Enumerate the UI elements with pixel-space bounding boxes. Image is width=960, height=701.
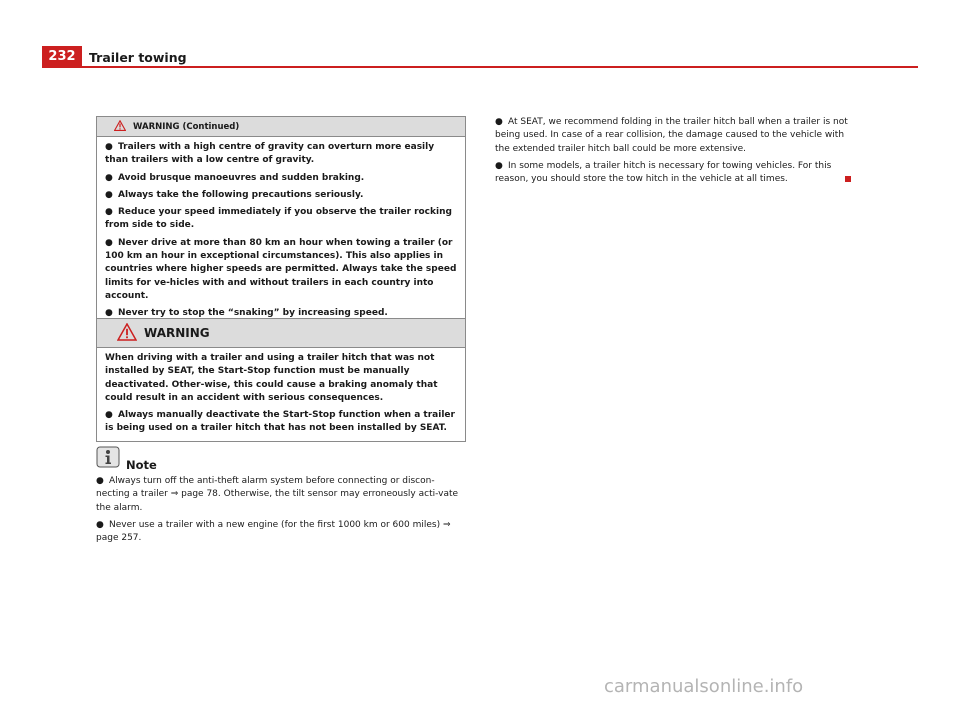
page-number: 232 xyxy=(42,46,82,66)
warning-item: ● Always manually deactivate the Start-Stop function when a trailer is being used on a trailer hitch that has not been installed by SEAT. xyxy=(105,410,455,434)
warning-continued-title: WARNING (Continued) xyxy=(133,121,240,132)
warning-triangle-icon xyxy=(114,120,126,134)
right-column xyxy=(495,116,855,190)
warning-item: ● Always take the following precautions seriously. xyxy=(105,189,364,200)
warning-title: WARNING xyxy=(144,326,210,340)
list-item: ● In some models, a trailer hitch is necessary for towing vehicles. For this reason, you should store the tow hitch in the vehicle at all times. xyxy=(495,160,832,185)
note-item: ● Never use a trailer with a new engine (for the first 1000 km or 600 miles) ⇒ page 257. xyxy=(96,519,451,544)
warning-item: ● Never try to stop the “snaking” by increasing speed. xyxy=(105,308,388,319)
warning-paragraph: When driving with a trailer and using a trailer hitch that was not installed by SEAT, the Start-Stop function must be manually deactivated. Other-wise, this could cause a braking anomaly that could result in an accident with serious consequences. xyxy=(105,353,438,403)
note-title: Note xyxy=(126,458,157,472)
warning-triangle-icon xyxy=(117,323,137,344)
info-icon xyxy=(96,446,120,472)
warning-item: ● Never drive at more than 80 km an hour when towing a trailer (or 100 km an hour in exceptional circumstances). This also applies in countries where higher speeds are permitted. Always take the speed limits for ve-hicles with and without trailers in each country into account. xyxy=(105,237,457,301)
note-item: ● Always turn off the anti-theft alarm system before connecting or discon-necting a trailer ⇒ page 78. Otherwise, the tilt sensor may erroneously acti-vate the alarm. xyxy=(96,476,459,513)
warning-continued-box xyxy=(96,116,466,327)
page-header xyxy=(42,46,918,68)
warning-item: ● Avoid brusque manoeuvres and sudden braking. xyxy=(105,172,365,183)
warning-continued-header xyxy=(97,117,465,137)
warning-item: ● Reduce your speed immediately if you observe the trailer rocking from side to side. xyxy=(105,207,452,231)
note-section xyxy=(96,448,464,549)
watermark: carmanualsonline.info xyxy=(604,676,804,697)
chapter-title: Trailer towing xyxy=(89,50,187,65)
list-item: ● At SEAT, we recommend folding in the trailer hitch ball when a trailer is not being used. In case of a rear collision, the damage caused to the vehicle with the extended trailer hitch ball could be more extensive. xyxy=(495,117,848,154)
warning-item: ● Trailers with a high centre of gravity can overturn more easily than trailers with a low centre of gravity. xyxy=(105,142,435,166)
warning-header xyxy=(97,319,465,348)
header-rule xyxy=(42,66,918,68)
warning-box xyxy=(96,318,466,442)
section-end-marker xyxy=(845,176,851,182)
